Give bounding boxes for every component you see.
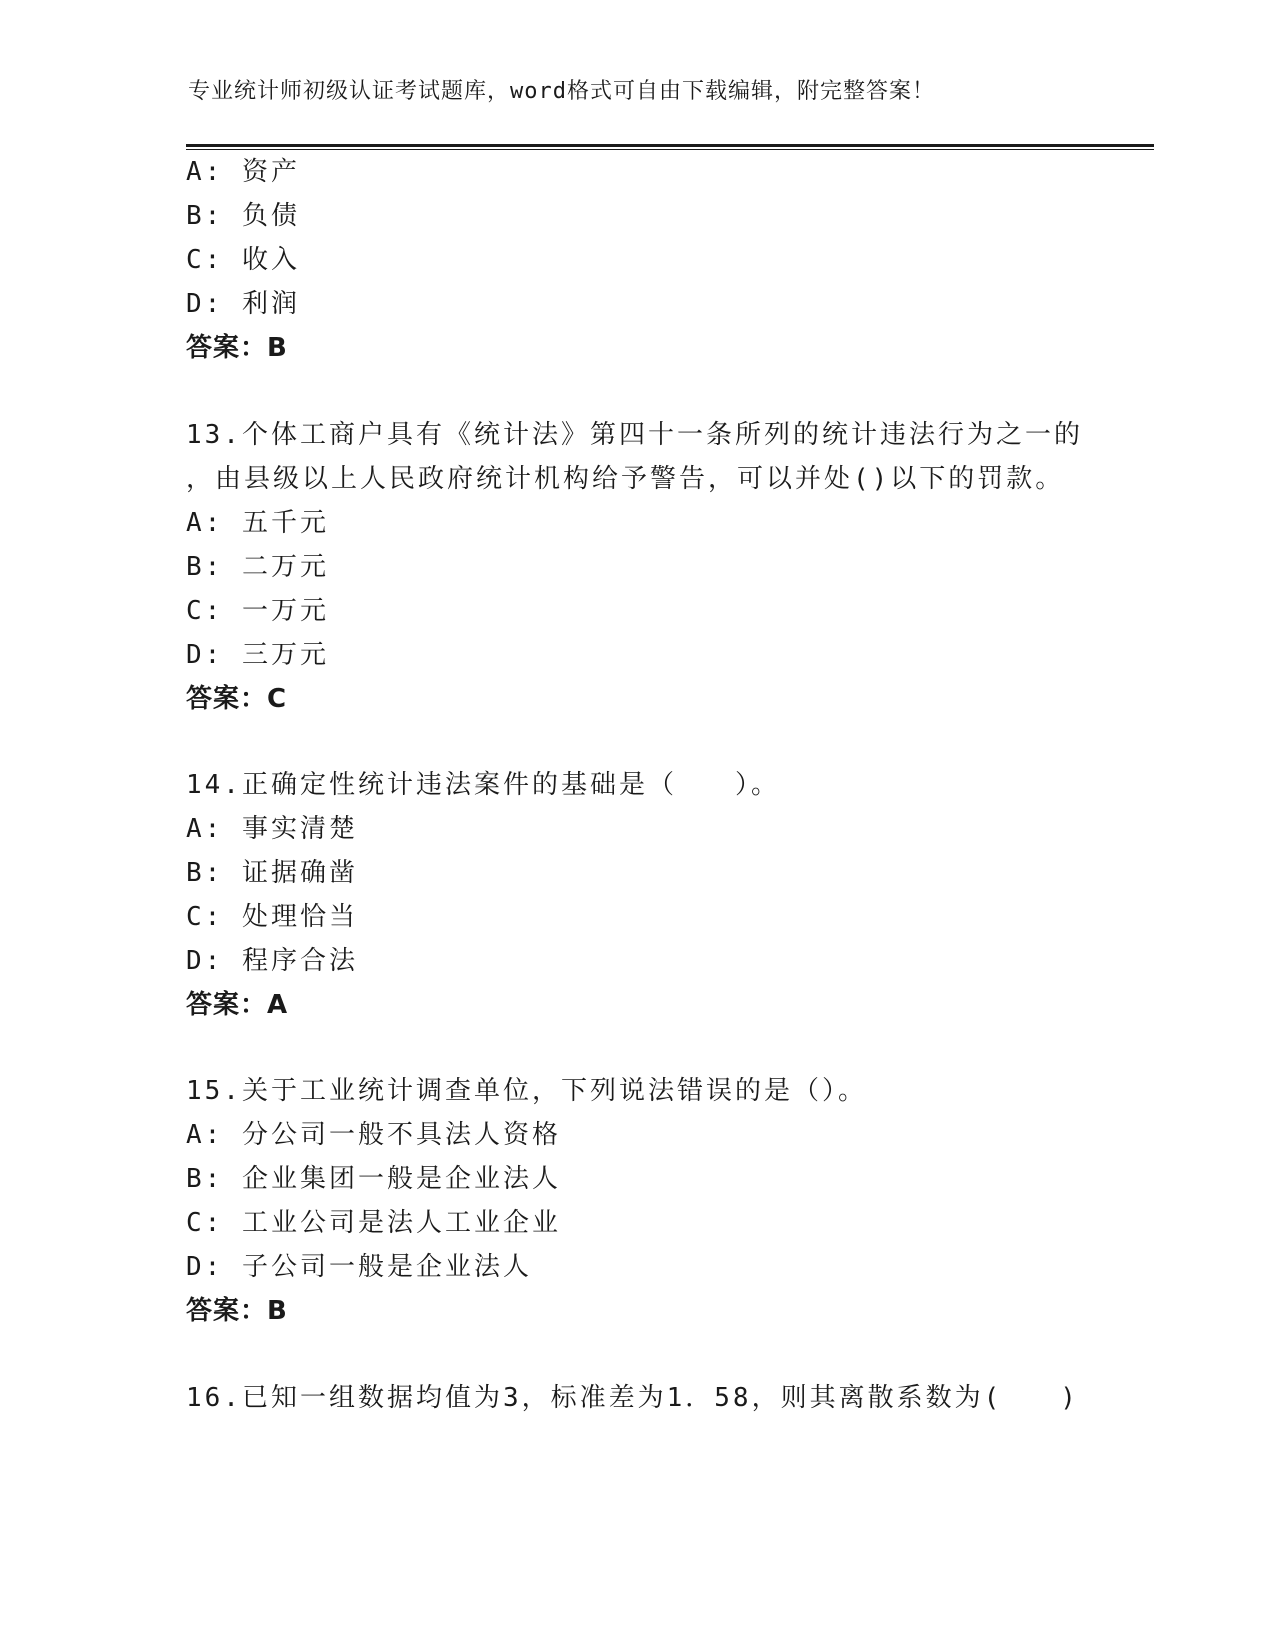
header-rule xyxy=(186,144,1154,150)
q15-answer: 答案：B xyxy=(186,1296,288,1326)
q13-stem-line1: 13.个体工商户具有《统计法》第四十一条所列的统计违法行为之一的 xyxy=(186,420,1083,450)
q12-answer: 答案：B xyxy=(186,333,288,363)
q12-option-c: C: 收入 xyxy=(186,245,300,275)
q14-option-a: A: 事实清楚 xyxy=(186,814,358,844)
q14-option-b: B: 证据确凿 xyxy=(186,858,358,888)
q14-answer: 答案：A xyxy=(186,990,289,1020)
q13-stem-line2: ，由县级以上人民政府统计机构给予警告，可以并处()以下的罚款。 xyxy=(186,464,1065,494)
q14-option-c: C: 处理恰当 xyxy=(186,902,358,932)
q14-stem: 14.正确定性统计违法案件的基础是（ ）。 xyxy=(186,770,780,800)
q15-option-c: C: 工业公司是法人工业企业 xyxy=(186,1208,561,1238)
q12-option-b: B: 负债 xyxy=(186,201,300,231)
q15-option-d: D: 子公司一般是企业法人 xyxy=(186,1252,532,1282)
page-header: 专业统计师初级认证考试题库，word格式可自由下载编辑，附完整答案！ xyxy=(188,79,935,104)
q13-option-d: D: 三万元 xyxy=(186,640,329,670)
q15-stem: 15.关于工业统计调查单位，下列说法错误的是（）。 xyxy=(186,1076,867,1106)
q13-option-b: B: 二万元 xyxy=(186,552,329,582)
q13-option-a: A: 五千元 xyxy=(186,508,329,538)
q13-option-c: C: 一万元 xyxy=(186,596,329,626)
q12-option-d: D: 利润 xyxy=(186,289,300,319)
q15-option-b: B: 企业集团一般是企业法人 xyxy=(186,1164,561,1194)
q12-option-a: A: 资产 xyxy=(186,157,300,187)
q15-option-a: A: 分公司一般不具法人资格 xyxy=(186,1120,561,1150)
q14-option-d: D: 程序合法 xyxy=(186,946,358,976)
q13-answer: 答案：C xyxy=(186,684,288,714)
q16-stem: 16.已知一组数据均值为3，标准差为1．58，则其离散系数为( ) xyxy=(186,1383,1079,1413)
